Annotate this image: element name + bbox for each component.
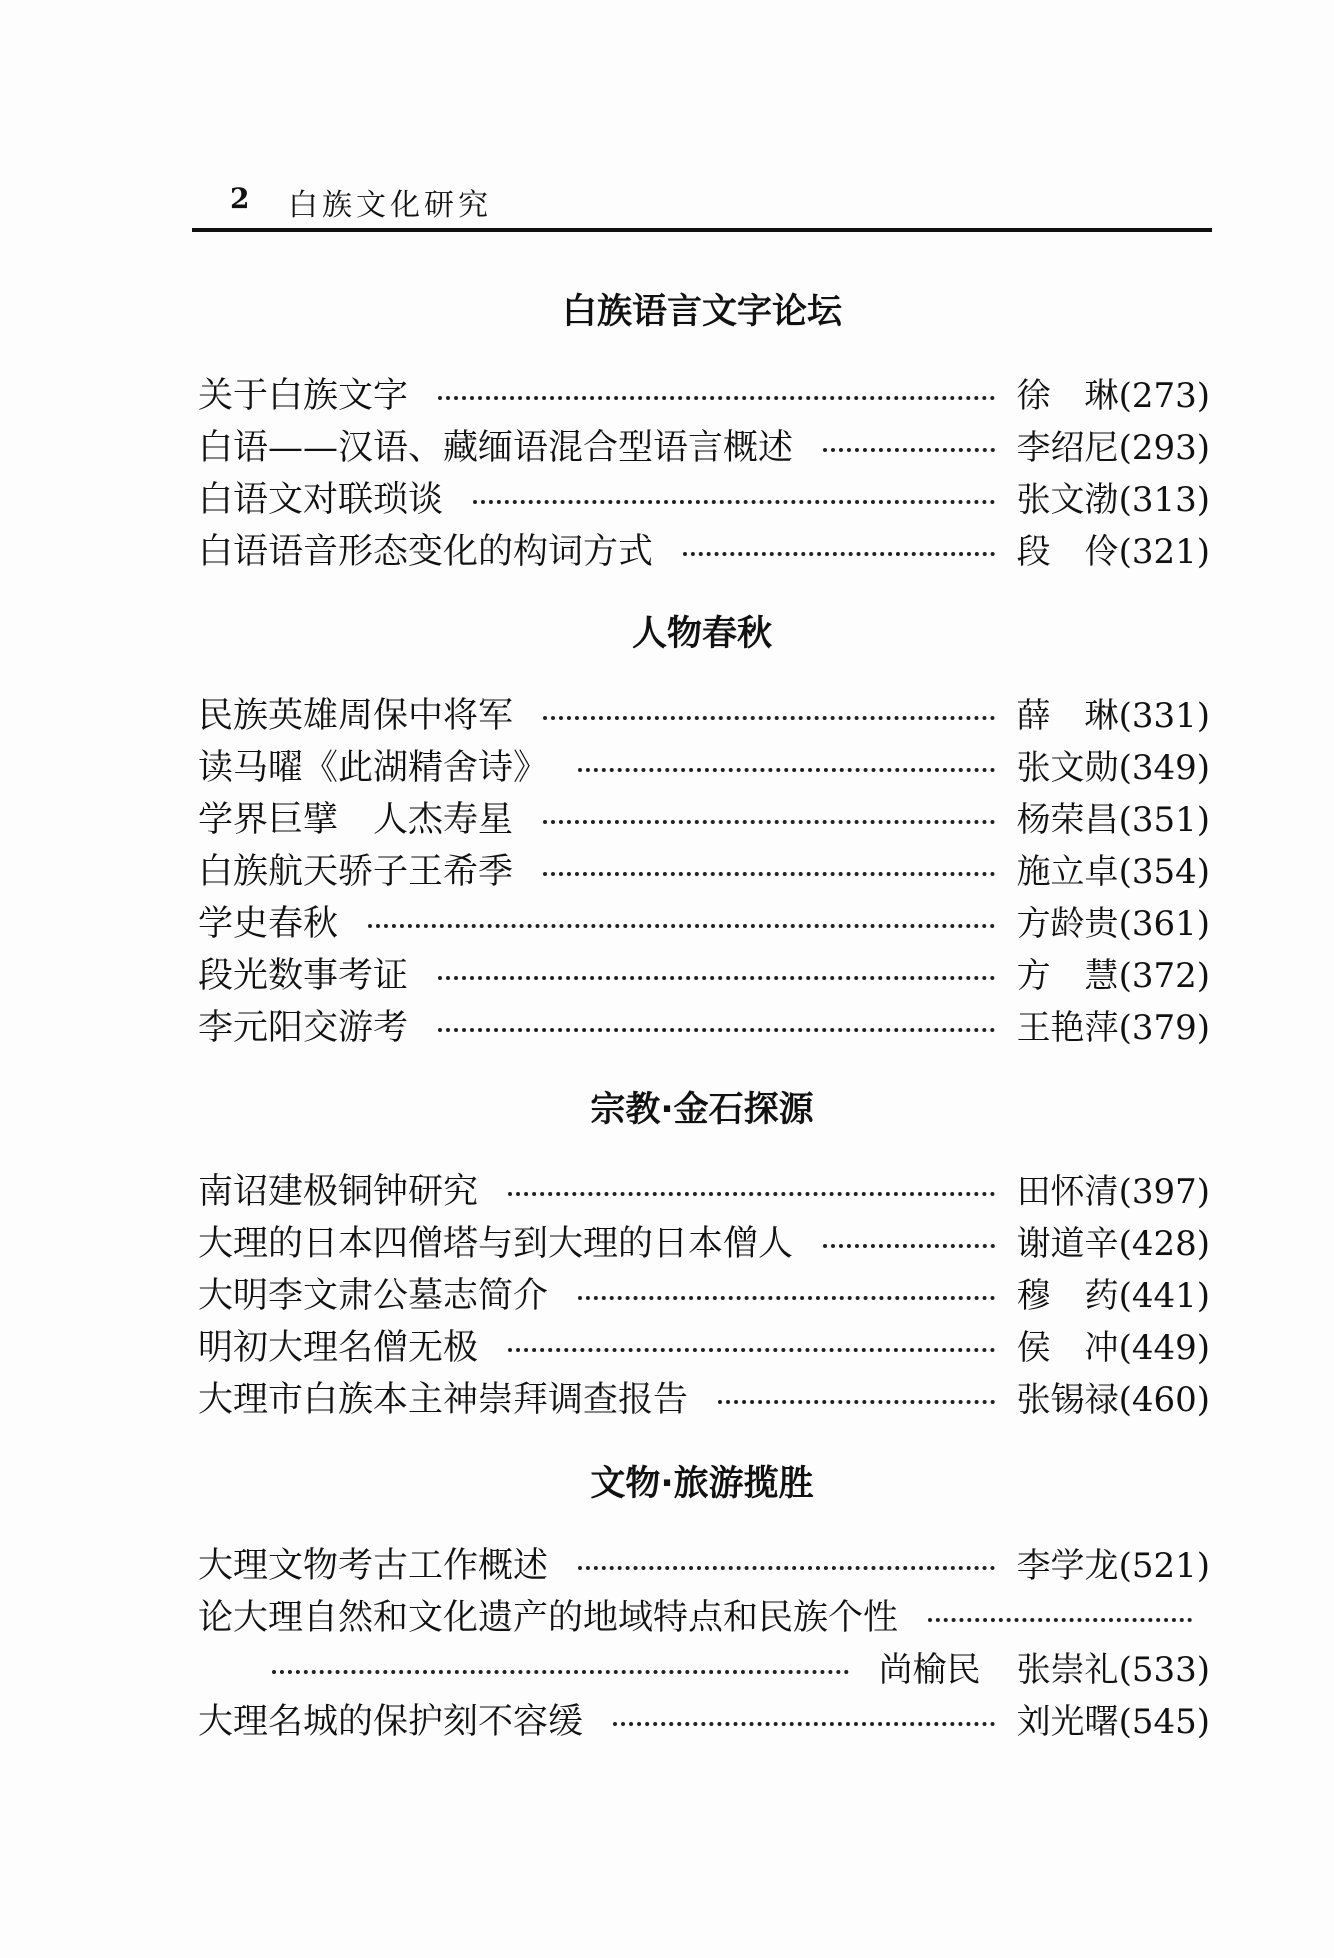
entry-title: 论大理自然和文化遗产的地域特点和民族个性 <box>198 1598 899 1638</box>
entry-title: 大理文物考古工作概述 <box>198 1546 549 1586</box>
toc-entry[interactable] <box>198 1696 1210 1748</box>
dot-leader <box>438 976 995 980</box>
entry-title: 学史春秋 <box>198 904 339 944</box>
dot-leader <box>823 448 995 452</box>
entry-author: 段 伶 <box>1016 532 1119 572</box>
entry-page: (428) <box>1118 1224 1210 1264</box>
toc-entry[interactable] <box>198 1270 1210 1322</box>
dot-leader <box>823 1244 995 1248</box>
entry-page: (397) <box>1118 1172 1210 1212</box>
dot-leader <box>368 924 995 928</box>
toc-entry[interactable] <box>198 1540 1210 1592</box>
dot-leader <box>578 1296 995 1300</box>
toc-entry-continued[interactable] <box>272 1644 1210 1696</box>
entry-page: (521) <box>1118 1546 1210 1586</box>
entry-page: (321) <box>1118 532 1210 572</box>
entry-author: 王艳萍 <box>1016 1008 1119 1048</box>
entry-page: (351) <box>1118 800 1210 840</box>
entry-page: (354) <box>1118 852 1210 892</box>
book-title: 白族文化研究 <box>288 188 492 223</box>
dot-leader <box>543 716 995 720</box>
entry-author: 薛 琳 <box>1016 696 1119 736</box>
entry-title: 大明李文肃公墓志简介 <box>198 1276 549 1316</box>
entry-title: 白族航天骄子王希季 <box>198 852 514 892</box>
entry-title: 民族英雄周保中将军 <box>198 696 514 736</box>
entry-coauthor: 尚榆民 <box>878 1650 981 1690</box>
dot-leader <box>438 396 995 400</box>
entry-page: (349) <box>1118 748 1210 788</box>
toc-entry[interactable] <box>198 898 1210 950</box>
dot-leader <box>578 1566 995 1570</box>
entry-author: 穆 药 <box>1016 1276 1119 1316</box>
dot-leader <box>508 1192 995 1196</box>
entry-page: (545) <box>1118 1702 1210 1742</box>
toc-entry[interactable] <box>198 474 1210 526</box>
entry-page: (361) <box>1118 904 1210 944</box>
entry-title: 李元阳交游考 <box>198 1008 409 1048</box>
toc-entry[interactable] <box>198 742 1210 794</box>
dot-leader <box>508 1348 995 1352</box>
entry-title: 关于白族文字 <box>198 376 409 416</box>
entry-page: (533) <box>1118 1650 1210 1690</box>
entry-page: (372) <box>1118 956 1210 996</box>
entry-title: 段光数事考证 <box>198 956 409 996</box>
entry-author: 张锡禄 <box>1016 1380 1119 1420</box>
dot-leader <box>928 1618 1192 1622</box>
entry-title: 白语语音形态变化的构词方式 <box>198 532 654 572</box>
entry-author: 徐 琳 <box>1016 376 1119 416</box>
section-title: 文物·旅游揽胜 <box>590 1464 814 1504</box>
toc-entry[interactable] <box>198 690 1210 742</box>
section-title: 宗教·金石探源 <box>590 1090 814 1130</box>
entry-page: (449) <box>1118 1328 1210 1368</box>
toc-entry[interactable] <box>198 422 1210 474</box>
toc-entry[interactable] <box>198 1592 1210 1644</box>
entry-title: 南诏建极铜钟研究 <box>198 1172 479 1212</box>
toc-entry[interactable] <box>198 1002 1210 1054</box>
toc-entry[interactable] <box>198 1166 1210 1218</box>
toc-entry[interactable] <box>198 1374 1210 1426</box>
dot-leader <box>473 500 995 504</box>
entry-author: 侯 冲 <box>1016 1328 1119 1368</box>
toc-entry[interactable] <box>198 1218 1210 1270</box>
entry-page: (379) <box>1118 1008 1210 1048</box>
entry-author: 刘光曙 <box>1016 1702 1119 1742</box>
entry-title: 大理的日本四僧塔与到大理的日本僧人 <box>198 1224 794 1264</box>
entry-page: (313) <box>1118 480 1210 520</box>
entry-page: (293) <box>1118 428 1210 468</box>
entry-title: 白语文对联琐谈 <box>198 480 444 520</box>
dot-leader <box>718 1400 995 1404</box>
dot-leader <box>578 768 995 772</box>
section-title: 白族语言文字论坛 <box>561 292 842 332</box>
entry-author: 张崇礼 <box>1016 1650 1119 1690</box>
entry-author: 方龄贵 <box>1016 904 1119 944</box>
toc-entry[interactable] <box>198 1322 1210 1374</box>
entry-page: (441) <box>1118 1276 1210 1316</box>
toc-entry[interactable] <box>198 794 1210 846</box>
entry-author: 张文勋 <box>1016 748 1119 788</box>
dot-leader <box>438 1028 995 1032</box>
entry-page: (331) <box>1118 696 1210 736</box>
toc-entry[interactable] <box>198 526 1210 578</box>
toc-entry[interactable] <box>198 846 1210 898</box>
page-number: 2 <box>230 182 250 215</box>
entry-title: 明初大理名僧无极 <box>198 1328 479 1368</box>
toc-entry[interactable] <box>198 370 1210 422</box>
dot-leader <box>613 1722 995 1726</box>
entry-title: 白语——汉语、藏缅语混合型语言概述 <box>198 428 794 468</box>
entry-page: (273) <box>1118 376 1210 416</box>
entry-title: 读马曜《此湖精舍诗》 <box>198 748 549 788</box>
entry-author: 杨荣昌 <box>1016 800 1119 840</box>
entry-title: 大理市白族本主神崇拜调查报告 <box>198 1380 689 1420</box>
entry-author: 谢道辛 <box>1016 1224 1119 1264</box>
entry-author: 方 慧 <box>1016 956 1119 996</box>
toc-entry[interactable] <box>198 950 1210 1002</box>
entry-author: 张文渤 <box>1016 480 1119 520</box>
dot-leader <box>543 872 995 876</box>
dot-leader <box>272 1670 849 1674</box>
running-header <box>192 172 1212 232</box>
entry-title: 学界巨擘 人杰寿星 <box>198 800 514 840</box>
entry-title: 大理名城的保护刻不容缓 <box>198 1702 584 1742</box>
entry-author: 田怀清 <box>1016 1172 1119 1212</box>
dot-leader <box>543 820 995 824</box>
dot-leader <box>683 552 995 556</box>
entry-page: (460) <box>1118 1380 1210 1420</box>
section-title: 人物春秋 <box>631 614 772 654</box>
entry-author: 李绍尼 <box>1016 428 1119 468</box>
entry-author: 施立卓 <box>1016 852 1119 892</box>
entry-author: 李学龙 <box>1016 1546 1119 1586</box>
